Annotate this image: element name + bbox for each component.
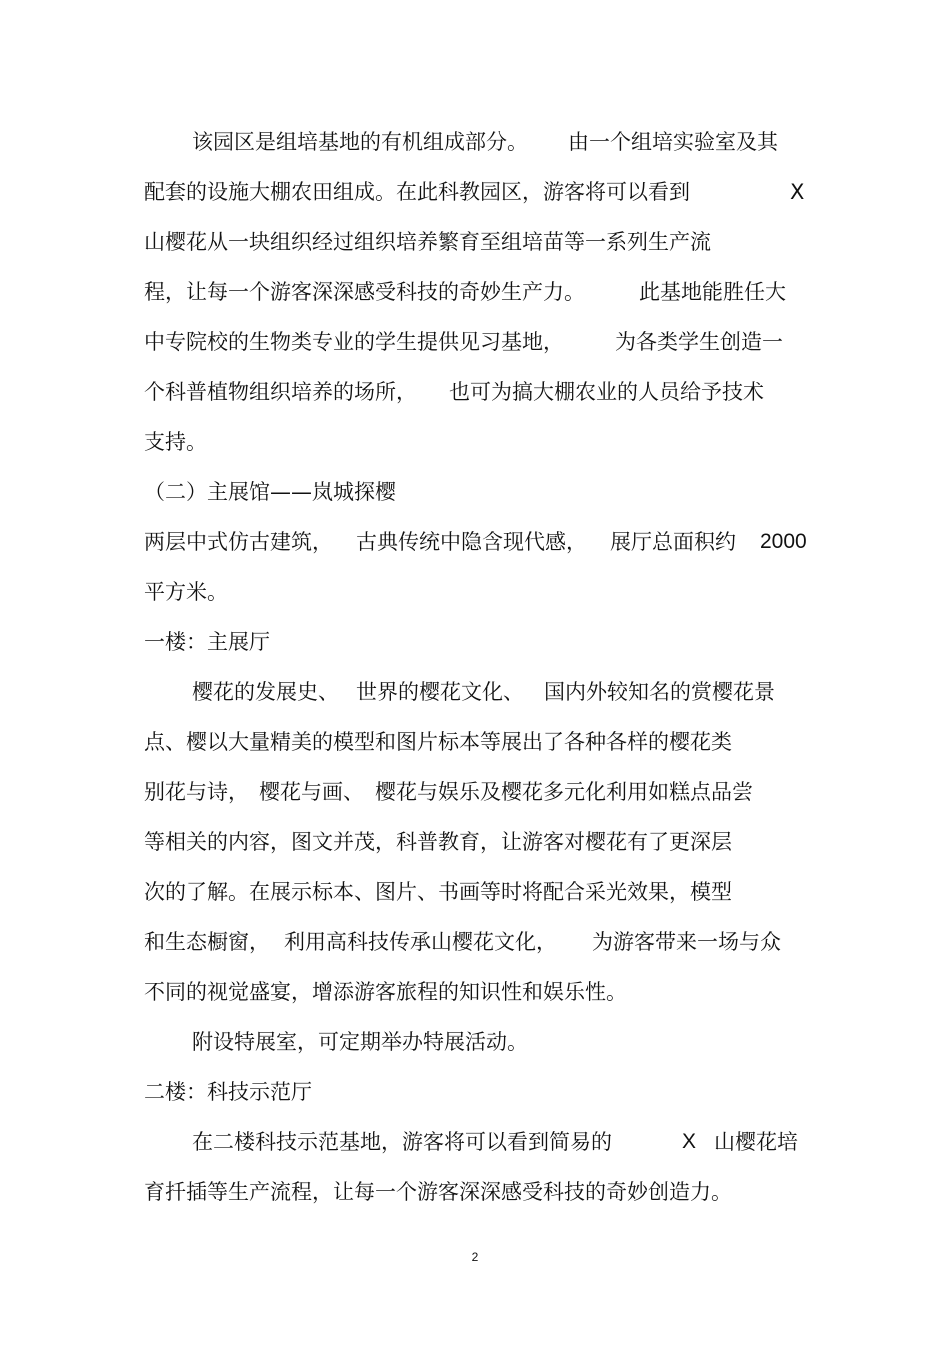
text-segment: 该园区是组培基地的有机组成部分。 [192, 130, 528, 154]
text-segment: 别花与诗， [144, 780, 249, 804]
text-segment: 为游客带来一场与众 [592, 930, 781, 954]
text-segment: 等相关的内容，图文并茂，科普教育，让游客对樱花有了更深层 [144, 830, 732, 854]
text-segment: 二楼：科技示范厅 [144, 1080, 312, 1104]
text-segment: 附设特展室，可定期举办特展活动。 [192, 1030, 528, 1054]
text-segment: （二）主展馆——岚城探樱 [144, 480, 396, 504]
text-segment: 配套的设施大棚农田组成。在此科教园区，游客将可以看到 [144, 180, 690, 204]
text-segment: X [790, 180, 805, 204]
text-segment: 次的了解。在展示标本、图片、书画等时将配合采光效果，模型 [144, 880, 732, 904]
text-segment: 国内外较知名的赏樱花景 [544, 680, 775, 704]
text-segment: 中专院校的生物类专业的学生提供见习基地， [144, 330, 564, 354]
text-segment: 樱花的发展史、 [192, 680, 339, 704]
text-segment: 为各类学生创造一 [615, 330, 783, 354]
text-segment: 在二楼科技示范基地，游客将可以看到简易的 [192, 1130, 612, 1154]
text-segment: 樱花与娱乐及樱花多元化利用如糕点品尝 [375, 780, 753, 804]
text-segment: 世界的樱花文化、 [356, 680, 524, 704]
text-segment: 不同的视觉盛宴，增添游客旅程的知识性和娱乐性。 [144, 980, 627, 1004]
text-segment: 由一个组培实验室及其 [568, 130, 778, 154]
text-segment: 一楼：主展厅 [144, 630, 270, 654]
text-segment: 和生态橱窗， [144, 930, 270, 954]
text-segment: 古典传统中隐含现代感， [356, 530, 587, 554]
text-segment: 点、樱以大量精美的模型和图片标本等展出了各种各样的樱花类 [144, 730, 732, 754]
text-segment: 2000 [760, 530, 807, 553]
text-segment: 樱花与画、 [259, 780, 364, 804]
text-segment: 平方米。 [144, 580, 228, 604]
text-segment: 山樱花从一块组织经过组织培养繁育至组培苗等一系列生产流 [144, 230, 711, 254]
text-segment: 展厅总面积约 [610, 530, 736, 554]
text-segment: 育扦插等生产流程，让每一个游客深深感受科技的奇妙创造力。 [144, 1180, 732, 1204]
text-segment: 山樱花培 [714, 1130, 798, 1154]
text-segment: 程，让每一个游客深深感受科技的奇妙生产力。 [144, 280, 585, 304]
text-segment: 利用高科技传承山樱花文化， [284, 930, 557, 954]
text-segment: 支持。 [144, 430, 207, 454]
page-number: 2 [471, 1250, 479, 1264]
text-segment: 也可为搞大棚农业的人员给予技术 [449, 380, 764, 404]
text-segment: 此基地能胜任大 [639, 280, 786, 304]
text-segment: X [682, 1130, 697, 1153]
text-segment: 个科普植物组织培养的场所， [144, 380, 417, 404]
text-segment: 两层中式仿古建筑， [144, 530, 333, 554]
